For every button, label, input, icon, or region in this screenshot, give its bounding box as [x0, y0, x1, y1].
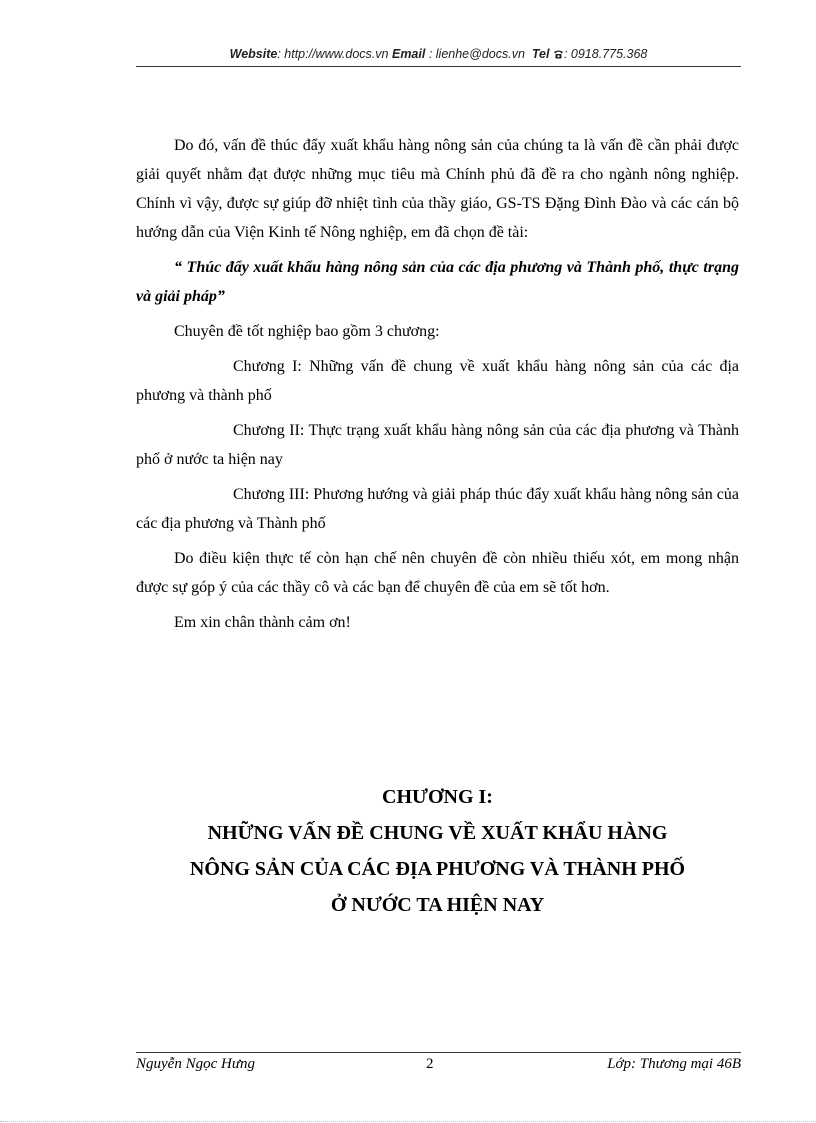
email-value: : lienhe@docs.vn: [428, 47, 525, 61]
tel-label: Tel: [531, 47, 550, 61]
chapter-heading: CHƯƠNG I:: [382, 786, 493, 808]
page-number: 2: [426, 1056, 434, 1072]
page-bottom-edge: [0, 1121, 816, 1122]
document-body: [136, 131, 739, 643]
page-footer: [136, 1056, 741, 1076]
footer-author: Nguyễn Ngọc Hưng: [136, 1056, 255, 1072]
thesis-topic-quote: “ Thúc đẩy xuất khẩu hàng nông sản của các địa phương và Thành phố, thực trạng và giải pháp”: [136, 259, 739, 305]
closing-paragraph: Do điều kiện thực tế còn hạn chế nên chuyên đề còn nhiều thiếu xót, em mong nhận được sự góp ý của các thầy cô và các bạn để chuyên đề của em sẽ tốt hơn.: [136, 550, 739, 596]
intro-paragraph: Do đó, vấn đề thúc đẩy xuất khẩu hàng nông sản của chúng ta là vấn đề cần phải được giải quyết nhằm đạt được những mục tiêu mà Chính phủ đã đề ra cho ngành nông nghiệp. Chính vì vậy, được sự giúp đỡ nhiệt tình của thầy giáo, GS-TS Đặng Đình Đào và các cán bộ hướng dẫn của Viện Kinh tế Nông nghiệp, em đã chọn đề tài:: [136, 137, 739, 241]
chapter-2-summary: Chương II: Thực trạng xuất khẩu hàng nông sản của các địa phương và Thành phố ở nước ta hiện nay: [136, 422, 739, 468]
phone-icon: [553, 47, 564, 61]
website-value: : http://www.docs.vn: [277, 47, 389, 61]
chapter-title-block: [136, 779, 739, 923]
website-label: Website: [229, 47, 278, 61]
chapter-1-summary: Chương I: Những vấn đề chung về xuất khẩu hàng nông sản của các địa phương và thành phố: [136, 358, 739, 404]
chapter-title-line-2: NÔNG SẢN CỦA CÁC ĐỊA PHƯƠNG VÀ THÀNH PHỐ: [189, 858, 686, 880]
chapter-title-line-1: NHỮNG VẤN ĐỀ CHUNG VỀ XUẤT KHẨU HÀNG: [207, 822, 668, 844]
chapter-title-line-3: Ở NƯỚC TA HIỆN NAY: [330, 894, 545, 916]
chapter-3-summary: Chương III: Phương hướng và giải pháp thúc đẩy xuất khẩu hàng nông sản của các địa phương và Thành phố: [136, 486, 739, 532]
tel-value: : 0918.775.368: [563, 47, 648, 61]
chapters-intro: Chuyên đề tốt nghiệp bao gồm 3 chương:: [174, 323, 440, 340]
footer-divider: [136, 1052, 741, 1053]
email-label: Email: [391, 47, 426, 61]
page-header: [136, 47, 741, 61]
footer-class: Lớp: Thương mại 46B: [607, 1056, 741, 1072]
header-divider: [136, 66, 741, 67]
thanks-line: Em xin chân thành cảm ơn!: [174, 614, 351, 631]
